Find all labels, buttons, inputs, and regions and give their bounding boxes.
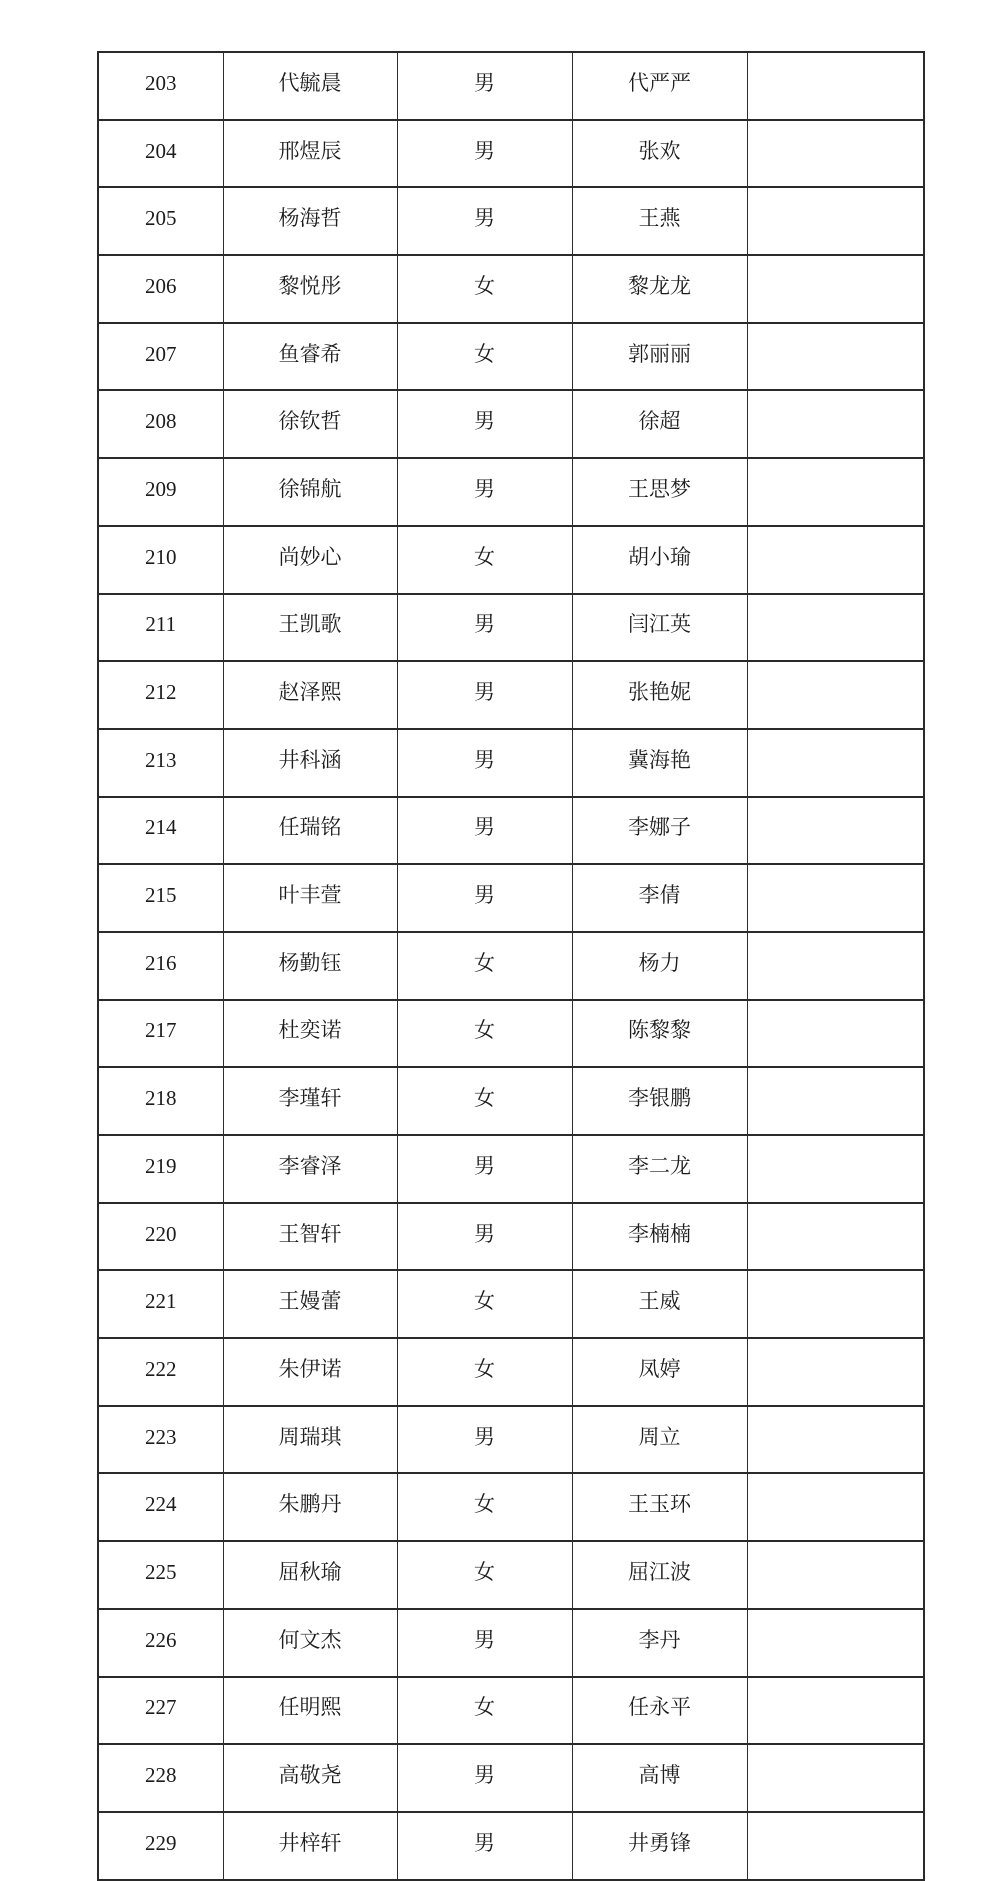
cell-blank	[747, 390, 924, 458]
cell-second-name: 王燕	[572, 187, 747, 255]
cell-second-name: 凤婷	[572, 1338, 747, 1406]
cell-name: 高敬尧	[223, 1744, 397, 1812]
cell-serial-number: 221	[98, 1270, 223, 1338]
table-row	[98, 1203, 924, 1271]
cell-serial-number: 225	[98, 1541, 223, 1609]
cell-second-name: 陈黎黎	[572, 1000, 747, 1068]
cell-second-name: 王威	[572, 1270, 747, 1338]
cell-gender: 女	[397, 1000, 572, 1068]
table-row	[98, 661, 924, 729]
table-row	[98, 255, 924, 323]
cell-serial-number: 219	[98, 1135, 223, 1203]
cell-second-name: 井勇锋	[572, 1812, 747, 1880]
cell-second-name: 任永平	[572, 1677, 747, 1745]
table-row	[98, 797, 924, 865]
cell-serial-number: 203	[98, 52, 223, 120]
cell-name: 杜奕诺	[223, 1000, 397, 1068]
cell-second-name: 李丹	[572, 1609, 747, 1677]
cell-name: 朱伊诺	[223, 1338, 397, 1406]
cell-blank	[747, 458, 924, 526]
cell-serial-number: 224	[98, 1473, 223, 1541]
cell-second-name: 闫江英	[572, 594, 747, 662]
table-row	[98, 390, 924, 458]
cell-second-name: 徐超	[572, 390, 747, 458]
cell-gender: 男	[397, 1406, 572, 1474]
cell-second-name: 王玉环	[572, 1473, 747, 1541]
cell-name: 井科涵	[223, 729, 397, 797]
cell-serial-number: 222	[98, 1338, 223, 1406]
cell-blank	[747, 1473, 924, 1541]
cell-gender: 男	[397, 729, 572, 797]
cell-name: 赵泽熙	[223, 661, 397, 729]
cell-blank	[747, 1067, 924, 1135]
cell-second-name: 李二龙	[572, 1135, 747, 1203]
table-row	[98, 526, 924, 594]
cell-blank	[747, 1609, 924, 1677]
cell-gender: 男	[397, 458, 572, 526]
cell-gender: 男	[397, 120, 572, 188]
cell-second-name: 屈江波	[572, 1541, 747, 1609]
cell-serial-number: 214	[98, 797, 223, 865]
cell-serial-number: 208	[98, 390, 223, 458]
roster-body	[98, 52, 924, 1880]
cell-second-name: 高博	[572, 1744, 747, 1812]
cell-gender: 女	[397, 1677, 572, 1745]
cell-blank	[747, 323, 924, 391]
table-row	[98, 1000, 924, 1068]
table-row	[98, 1812, 924, 1880]
cell-second-name: 李楠楠	[572, 1203, 747, 1271]
table-row	[98, 1609, 924, 1677]
table-row	[98, 1135, 924, 1203]
cell-serial-number: 217	[98, 1000, 223, 1068]
cell-gender: 女	[397, 323, 572, 391]
cell-name: 叶丰萱	[223, 864, 397, 932]
cell-blank	[747, 1541, 924, 1609]
cell-name: 徐钦哲	[223, 390, 397, 458]
cell-second-name: 张欢	[572, 120, 747, 188]
cell-blank	[747, 1406, 924, 1474]
table-row	[98, 864, 924, 932]
cell-name: 尚妙心	[223, 526, 397, 594]
cell-name: 王凯歌	[223, 594, 397, 662]
cell-name: 王智轩	[223, 1203, 397, 1271]
cell-gender: 男	[397, 52, 572, 120]
cell-gender: 男	[397, 661, 572, 729]
cell-gender: 男	[397, 864, 572, 932]
cell-second-name: 张艳妮	[572, 661, 747, 729]
table-row	[98, 729, 924, 797]
cell-blank	[747, 1338, 924, 1406]
cell-gender: 男	[397, 797, 572, 865]
cell-serial-number: 204	[98, 120, 223, 188]
cell-name: 徐锦航	[223, 458, 397, 526]
cell-gender: 男	[397, 1609, 572, 1677]
cell-blank	[747, 729, 924, 797]
cell-blank	[747, 594, 924, 662]
cell-gender: 女	[397, 1473, 572, 1541]
cell-name: 杨勤钰	[223, 932, 397, 1000]
cell-second-name: 王思梦	[572, 458, 747, 526]
cell-serial-number: 213	[98, 729, 223, 797]
cell-second-name: 冀海艳	[572, 729, 747, 797]
cell-serial-number: 227	[98, 1677, 223, 1745]
cell-name: 李瑾轩	[223, 1067, 397, 1135]
cell-second-name: 黎龙龙	[572, 255, 747, 323]
cell-blank	[747, 1135, 924, 1203]
cell-name: 任明熙	[223, 1677, 397, 1745]
table-row	[98, 594, 924, 662]
cell-name: 代毓晨	[223, 52, 397, 120]
cell-name: 邢煜辰	[223, 120, 397, 188]
table-row	[98, 120, 924, 188]
cell-gender: 男	[397, 1744, 572, 1812]
cell-serial-number: 211	[98, 594, 223, 662]
table-row	[98, 187, 924, 255]
cell-gender: 女	[397, 1270, 572, 1338]
cell-blank	[747, 1812, 924, 1880]
cell-serial-number: 229	[98, 1812, 223, 1880]
cell-blank	[747, 187, 924, 255]
cell-gender: 女	[397, 932, 572, 1000]
cell-serial-number: 207	[98, 323, 223, 391]
cell-blank	[747, 864, 924, 932]
cell-gender: 女	[397, 255, 572, 323]
cell-second-name: 李倩	[572, 864, 747, 932]
cell-serial-number: 210	[98, 526, 223, 594]
table-row	[98, 1338, 924, 1406]
cell-second-name: 代严严	[572, 52, 747, 120]
cell-serial-number: 216	[98, 932, 223, 1000]
cell-serial-number: 206	[98, 255, 223, 323]
cell-gender: 男	[397, 390, 572, 458]
table-row	[98, 1541, 924, 1609]
cell-gender: 男	[397, 1203, 572, 1271]
cell-gender: 女	[397, 1067, 572, 1135]
cell-blank	[747, 526, 924, 594]
cell-blank	[747, 1744, 924, 1812]
table-row	[98, 1744, 924, 1812]
cell-blank	[747, 1677, 924, 1745]
cell-serial-number: 212	[98, 661, 223, 729]
table-row	[98, 1270, 924, 1338]
cell-second-name: 郭丽丽	[572, 323, 747, 391]
cell-serial-number: 215	[98, 864, 223, 932]
table-row	[98, 1677, 924, 1745]
cell-gender: 女	[397, 1541, 572, 1609]
cell-serial-number: 220	[98, 1203, 223, 1271]
cell-gender: 女	[397, 1338, 572, 1406]
table-row	[98, 458, 924, 526]
cell-serial-number: 209	[98, 458, 223, 526]
cell-blank	[747, 661, 924, 729]
cell-blank	[747, 255, 924, 323]
cell-name: 黎悦彤	[223, 255, 397, 323]
cell-second-name: 李银鹏	[572, 1067, 747, 1135]
cell-second-name: 周立	[572, 1406, 747, 1474]
cell-name: 李睿泽	[223, 1135, 397, 1203]
cell-second-name: 杨力	[572, 932, 747, 1000]
cell-name: 任瑞铭	[223, 797, 397, 865]
cell-serial-number: 223	[98, 1406, 223, 1474]
cell-name: 杨海哲	[223, 187, 397, 255]
cell-name: 井梓轩	[223, 1812, 397, 1880]
cell-serial-number: 218	[98, 1067, 223, 1135]
roster-table	[97, 51, 925, 1881]
cell-name: 王嫚蕾	[223, 1270, 397, 1338]
table-row	[98, 1406, 924, 1474]
cell-name: 朱鹏丹	[223, 1473, 397, 1541]
cell-gender: 男	[397, 594, 572, 662]
cell-second-name: 胡小瑜	[572, 526, 747, 594]
table-row	[98, 52, 924, 120]
table-row	[98, 932, 924, 1000]
cell-name: 周瑞琪	[223, 1406, 397, 1474]
cell-serial-number: 226	[98, 1609, 223, 1677]
table-row	[98, 1067, 924, 1135]
cell-gender: 男	[397, 1812, 572, 1880]
cell-gender: 男	[397, 187, 572, 255]
cell-blank	[747, 797, 924, 865]
cell-blank	[747, 120, 924, 188]
cell-gender: 男	[397, 1135, 572, 1203]
cell-gender: 女	[397, 526, 572, 594]
cell-blank	[747, 52, 924, 120]
cell-name: 屈秋瑜	[223, 1541, 397, 1609]
cell-serial-number: 228	[98, 1744, 223, 1812]
cell-serial-number: 205	[98, 187, 223, 255]
table-row	[98, 1473, 924, 1541]
cell-second-name: 李娜子	[572, 797, 747, 865]
cell-blank	[747, 932, 924, 1000]
table-row	[98, 323, 924, 391]
cell-blank	[747, 1270, 924, 1338]
cell-name: 鱼睿希	[223, 323, 397, 391]
cell-name: 何文杰	[223, 1609, 397, 1677]
cell-blank	[747, 1203, 924, 1271]
cell-blank	[747, 1000, 924, 1068]
